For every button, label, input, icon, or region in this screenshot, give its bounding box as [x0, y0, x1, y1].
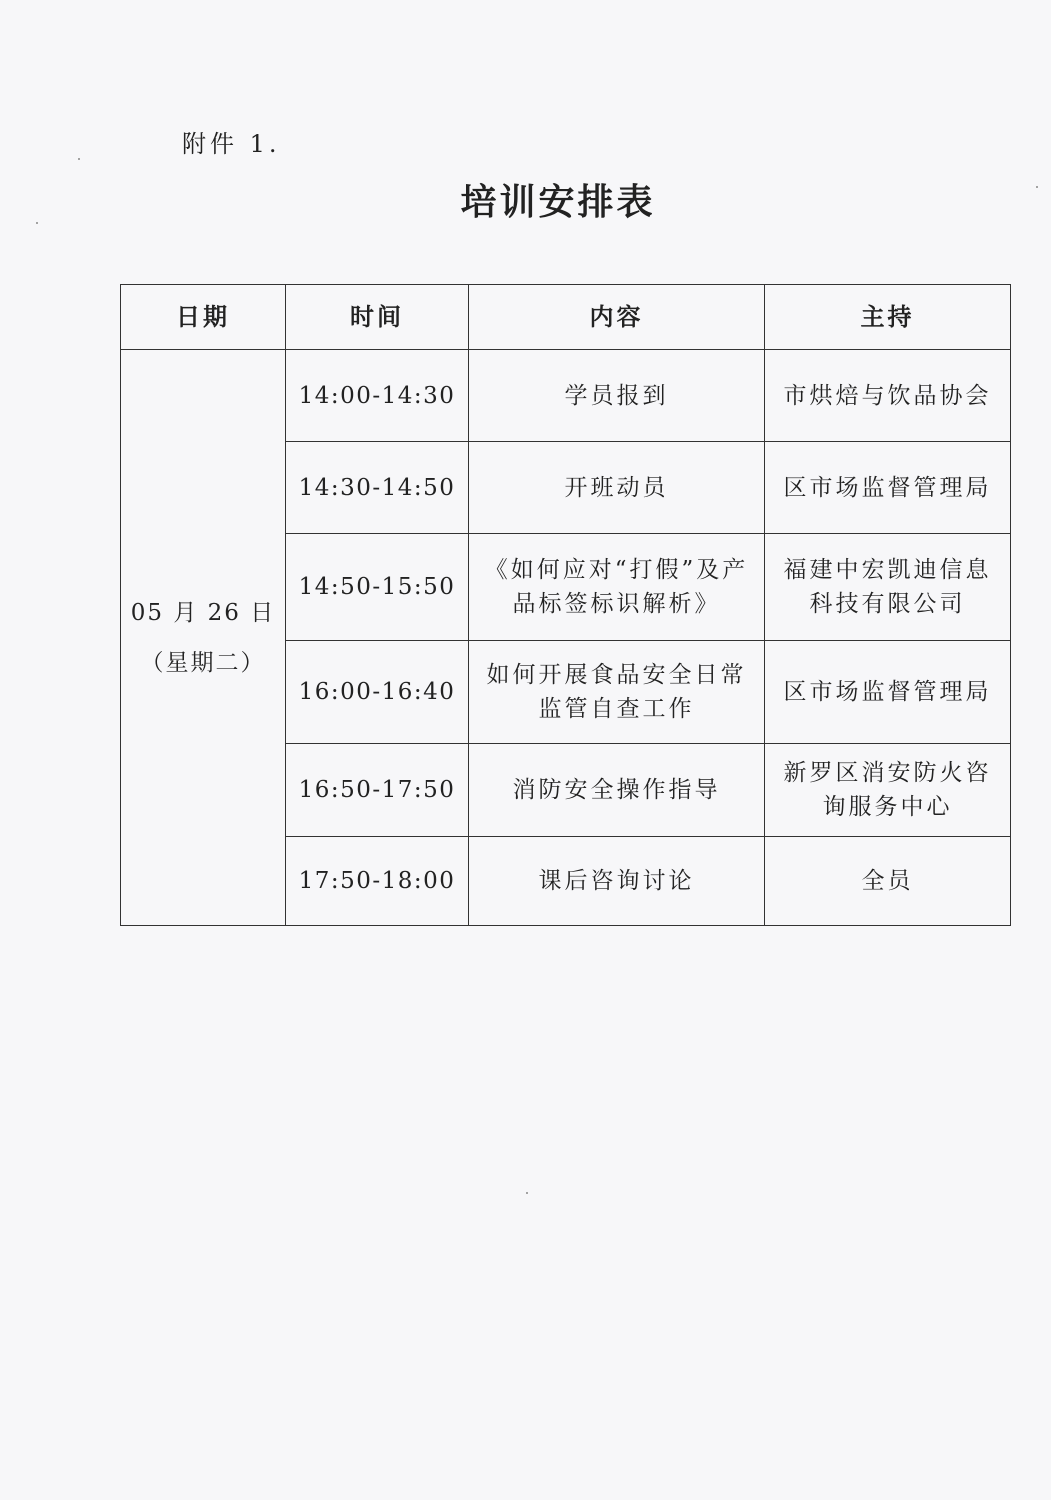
page-title: 培训安排表 — [460, 182, 656, 223]
content-cell: 《如何应对“打假”及产品标签标识解析》 — [469, 534, 765, 641]
header-content: 内容 — [469, 285, 765, 350]
host-cell: 全员 — [765, 837, 1011, 926]
header-time: 时间 — [286, 285, 469, 350]
time-cell: 14:00-14:30 — [286, 350, 469, 442]
table-header-row — [121, 285, 1011, 350]
date-day: 05 月 26 日 — [130, 599, 276, 626]
scan-speck — [526, 1192, 528, 1194]
host-cell: 区市场监督管理局 — [765, 641, 1011, 744]
time-cell: 17:50-18:00 — [286, 837, 469, 926]
date-weekday: （星期二） — [140, 649, 266, 676]
scan-speck — [78, 158, 80, 160]
time-cell: 16:50-17:50 — [286, 744, 469, 837]
schedule-table — [120, 284, 1011, 926]
attachment-label: 附件 1. — [182, 130, 281, 158]
header-host: 主持 — [765, 285, 1011, 350]
time-cell: 14:50-15:50 — [286, 534, 469, 641]
content-cell: 开班动员 — [469, 442, 765, 534]
date-cell — [121, 350, 286, 926]
content-cell: 如何开展食品安全日常监管自查工作 — [469, 641, 765, 744]
host-cell: 新罗区消安防火咨询服务中心 — [765, 744, 1011, 837]
host-cell: 市烘焙与饮品协会 — [765, 350, 1011, 442]
content-cell: 课后咨询讨论 — [469, 837, 765, 926]
time-cell: 16:00-16:40 — [286, 641, 469, 744]
content-cell: 学员报到 — [469, 350, 765, 442]
scan-speck — [36, 222, 38, 224]
content-cell: 消防安全操作指导 — [469, 744, 765, 837]
time-cell: 14:30-14:50 — [286, 442, 469, 534]
scan-speck — [1036, 186, 1038, 188]
host-cell: 区市场监督管理局 — [765, 442, 1011, 534]
header-date: 日期 — [121, 285, 286, 350]
table-row — [121, 350, 1011, 442]
host-cell: 福建中宏凯迪信息科技有限公司 — [765, 534, 1011, 641]
